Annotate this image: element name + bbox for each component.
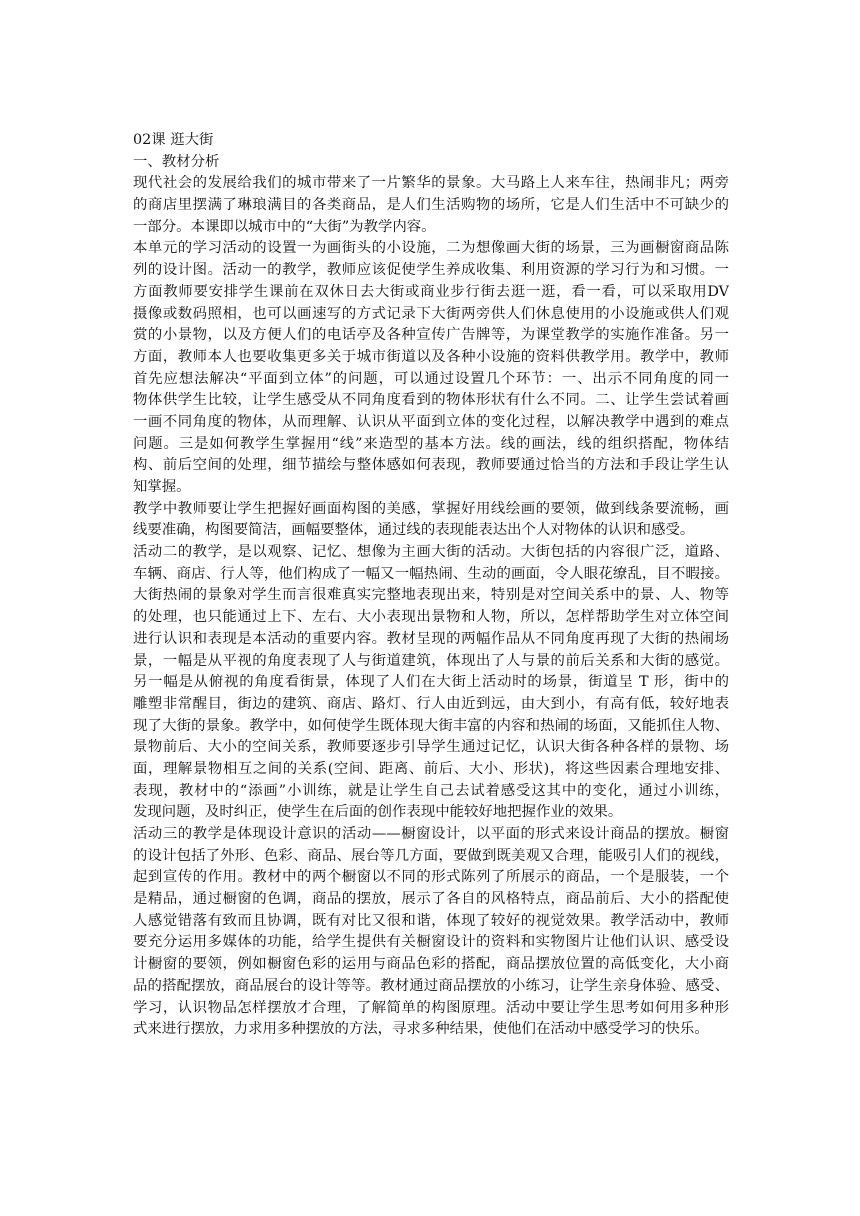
- section-heading: 一、教材分析: [133, 153, 220, 170]
- paragraph-line: 景物前后、大小的空间关系，教师要逐步引导学生通过记忆，认识大街各种各样的景物、场: [133, 739, 729, 756]
- paragraph-line: 摄像或数码照相，也可以画速写的方式记录下大街两旁供人们休息使用的小设施或供人们观: [133, 305, 729, 322]
- paragraph-line: 活动三的教学是体现设计意识的活动——橱窗设计，以平面的形式来设计商品的摆放。橱窗: [133, 826, 729, 842]
- paragraph: [133, 499, 729, 542]
- paragraph: [133, 824, 729, 1041]
- paragraph-line: 面，理解景物相互之间的关系(空间、距离、前后、大小、形状)，将这些因素合理地安排、: [133, 760, 729, 777]
- paragraph-line: 品的搭配摆放，商品展台的设计等等。教材通过商品摆放的小练习，让学生亲身体验、感受、: [133, 977, 729, 994]
- paragraph-line: 赏的小景物，以及方便人们的电话亭及各种宣传广告牌等，为课堂教学的实施作准备。另一: [133, 327, 729, 344]
- paragraph-line: 首先应想法解决“平面到立体”的问题，可以通过设置几个环节：一、出示不同角度的同一: [133, 370, 729, 387]
- paragraph-line: 的商店里摆满了琳琅满目的各类商品，是人们生活购物的场所，它是人们生活中不可缺少的: [133, 197, 729, 214]
- paragraph-line: 本单元的学习活动的设置一为画街头的小设施，二为想像画大街的场景，三为画橱窗商品陈: [133, 240, 729, 257]
- document-body: [133, 130, 729, 1041]
- paragraph-line: 列的设计图。活动一的教学，教师应该促使学生养成收集、利用资源的学习行为和习惯。一: [133, 262, 729, 279]
- paragraph: [133, 238, 729, 498]
- paragraph-line: 进行认识和表现是本活动的重要内容。教材呈现的两幅作品从不同角度再现了大街的热闹场: [133, 630, 729, 647]
- paragraph-line: 表现，教材中的“添画”小训练，就是让学生自己去试着感受这其中的变化，通过小训练，: [133, 782, 729, 799]
- paragraph-line: 是精品，通过橱窗的色调，商品的摆放，展示了各自的风格特点，商品前后、大小的搭配使: [133, 891, 729, 908]
- paragraph-line: 学习，认识物品怎样摆放才合理，了解简单的构图原理。活动中要让学生思考如何用多种形: [133, 999, 729, 1016]
- paragraph-line: 景，一幅是从平视的角度表现了人与街道建筑，体现出了人与景的前后关系和大街的感觉。: [133, 652, 729, 669]
- paragraph-line: 发现问题，及时纠正，使学生在后面的创作表现中能较好地把握作业的效果。: [133, 804, 623, 821]
- paragraph-line: 的设计包括了外形、色彩、商品、展台等几方面，要做到既美观又合理，能吸引人们的视线，: [133, 847, 729, 864]
- paragraph-line: 大街热闹的景象对学生而言很难真实完整地表现出来，特别是对空间关系中的景、人、物等: [133, 587, 729, 604]
- paragraph-line: 问题。三是如何教学生掌握用“线”来造型的基本方法。线的画法，线的组织搭配，物体结: [133, 435, 729, 452]
- paragraph-line: 教学中教师要让学生把握好画面构图的美感，掌握好用线绘画的要领，做到线条要流畅，画: [133, 500, 729, 517]
- paragraph: [133, 173, 729, 238]
- paragraph-line: 雕塑非常醒目，街边的建筑、商店、路灯、行人由近到远，由大到小，有高有低，较好地表: [133, 695, 729, 712]
- paragraph-line: 起到宣传的作用。教材中的两个橱窗以不同的形式陈列了所展示的商品，一个是服装，一个: [133, 869, 729, 886]
- paragraphs-container: [133, 173, 729, 1041]
- paragraph-line: 现了大街的景象。教学中，如何使学生既体现大街丰富的内容和热闹的场面，又能抓住人物、: [133, 717, 729, 734]
- paragraph-line: 一画不同角度的物体，从而理解、认识从平面到立体的变化过程，以解决教学中遇到的难点: [133, 413, 729, 430]
- paragraph-line: 知掌握。: [133, 479, 191, 495]
- paragraph-line: 计橱窗的要领，例如橱窗色彩的运用与商品色彩的搭配，商品摆放位置的高低变化，大小商: [133, 956, 729, 973]
- paragraph-line: 车辆、商店、行人等，他们构成了一幅又一幅热闹、生动的画面，令人眼花缭乱，目不暇接。: [133, 565, 729, 582]
- paragraph: [133, 542, 729, 824]
- paragraph-line: 式来进行摆放，力求用多种摆放的方法，寻求多种结果，使他们在活动中感受学习的快乐。: [133, 1021, 709, 1038]
- paragraph-line: 另一幅是从俯视的角度看街景，体现了人们在大街上活动时的场景，街道呈 T 形，街中的: [133, 674, 729, 691]
- paragraph-line: 活动二的教学，是以观察、记忆、想像为主画大街的活动。大街包括的内容很广泛，道路、: [133, 544, 729, 561]
- paragraph-line: 线要准确，构图要简洁，画幅要整体，通过线的表现能表达出个人对物体的认识和感受。: [133, 522, 695, 539]
- paragraph-line: 的处理，也只能通过上下、左右、大小表现出景物和人物，所以，怎样帮助学生对立体空间: [133, 609, 729, 626]
- paragraph-line: 现代社会的发展给我们的城市带来了一片繁华的景象。大马路上人来车往，热闹非凡；两旁: [133, 175, 729, 192]
- paragraph-line: 构、前后空间的处理，细节描绘与整体感如何表现，教师要通过恰当的方法和手段让学生认: [133, 457, 729, 474]
- paragraph-line: 方面教师要安排学生课前在双休日去大街或商业步行街去逛一逛，看一看，可以采取用DV: [133, 283, 729, 300]
- lesson-title: 02课 逛大街: [133, 132, 214, 148]
- paragraph-line: 人感觉错落有致而且协调，既有对比又很和谐，体现了较好的视觉效果。教学活动中，教师: [133, 912, 729, 929]
- paragraph-line: 要充分运用多媒体的功能，给学生提供有关橱窗设计的资料和实物图片让他们认识、感受设: [133, 934, 729, 951]
- paragraph-line: 物体供学生比较，让学生感受从不同角度看到的物体形状有什么不同。二、让学生尝试着画: [133, 392, 729, 409]
- paragraph-line: 方面，教师本人也要收集更多关于城市街道以及各种小设施的资料供教学用。教学中，教师: [133, 348, 729, 365]
- paragraph-line: 一部分。本课即以城市中的“大街”为教学内容。: [133, 218, 436, 235]
